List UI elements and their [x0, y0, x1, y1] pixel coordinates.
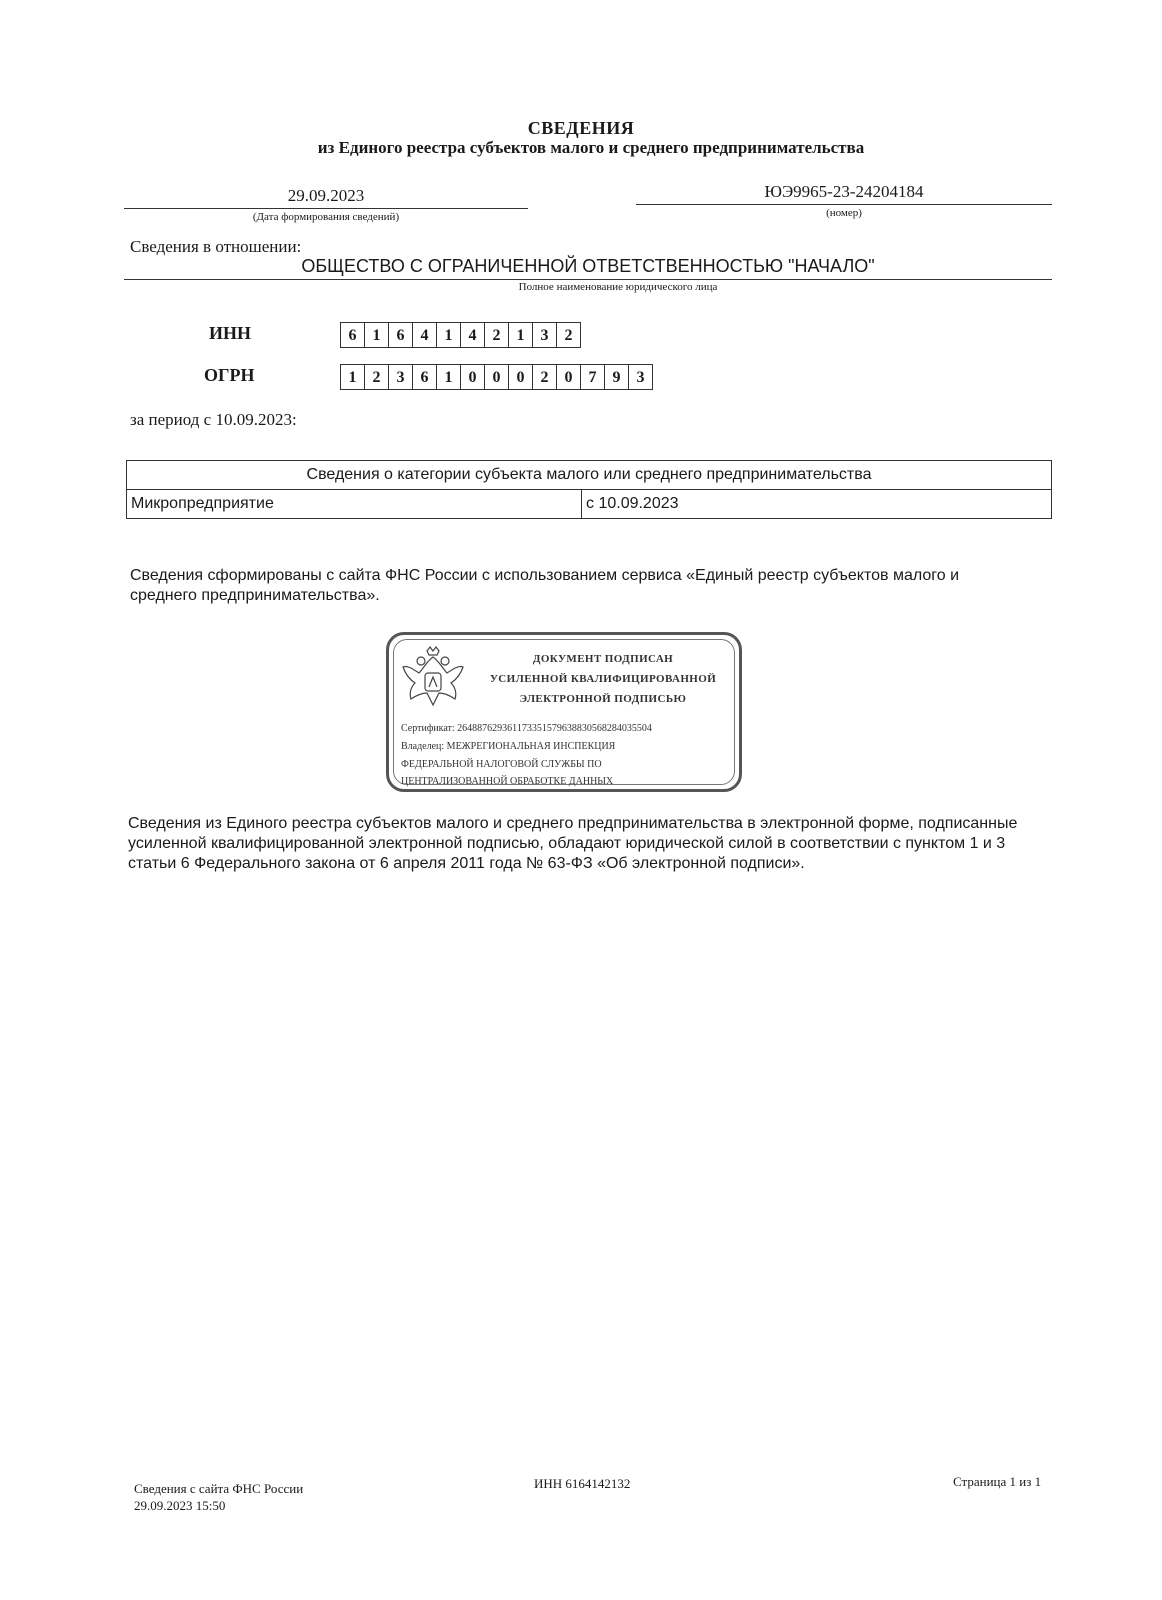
digit-box: 0 — [484, 364, 509, 390]
stamp-line-3: ЭЛЕКТРОННОЙ ПОДПИСЬЮ — [519, 693, 687, 705]
date-block — [124, 186, 528, 223]
inn-label: ИНН — [209, 323, 252, 343]
number-caption: (номер) — [826, 207, 862, 219]
footer-inn: ИНН 6164142132 — [534, 1476, 631, 1491]
footer-timestamp: 29.09.2023 15:50 — [134, 1498, 226, 1513]
relation-label: Сведения в отношении: — [130, 237, 302, 256]
digit-box: 1 — [340, 364, 365, 390]
ogrn-digit-boxes — [341, 364, 653, 390]
document-title: СВЕДЕНИЯ — [527, 118, 635, 138]
signature-stamp — [386, 632, 742, 792]
digit-box: 0 — [508, 364, 533, 390]
source-note: Сведения сформированы с сайта ФНС России с использованием сервиса «Единый реестр субъектов малого и среднего предпринимательства». — [130, 567, 960, 604]
organization-block — [124, 256, 1052, 293]
category-value: Микропредприятие — [127, 490, 582, 519]
digit-box: 2 — [556, 322, 581, 348]
digit-box: 1 — [436, 364, 461, 390]
legal-note: Сведения из Единого реестра субъектов малого и среднего предпринимательства в электронной форме, подписанные усиленной квалифицированной электронной подписью, обладают юридической силой в соответствии с пунктом 1 и 3 статьи 6 Федерального закона от 6 апреля 2011 года № 63-ФЗ «Об электронной подписи». — [128, 815, 1018, 872]
ogrn-label: ОГРН — [204, 365, 255, 385]
digit-box: 2 — [364, 364, 389, 390]
digit-box: 1 — [508, 322, 533, 348]
digit-box: 2 — [532, 364, 557, 390]
organization-name: ОБЩЕСТВО С ОГРАНИЧЕННОЙ ОТВЕТСТВЕННОСТЬЮ "НАЧАЛО" — [124, 256, 1052, 280]
digit-box: 6 — [388, 322, 413, 348]
digit-box: 7 — [580, 364, 605, 390]
digit-box: 4 — [412, 322, 437, 348]
document-number: ЮЭ9965-23-24204184 — [636, 182, 1052, 205]
digit-box: 3 — [628, 364, 653, 390]
table-row — [127, 490, 1052, 519]
digit-box: 1 — [364, 322, 389, 348]
inn-digit-boxes — [341, 322, 581, 348]
period-label: за период с 10.09.2023: — [130, 410, 297, 429]
footer-page-number: Страница 1 из 1 — [953, 1474, 1042, 1489]
digit-box: 0 — [556, 364, 581, 390]
digit-box: 6 — [412, 364, 437, 390]
digit-box: 9 — [604, 364, 629, 390]
footer-source — [134, 1480, 303, 1514]
digit-box: 3 — [388, 364, 413, 390]
stamp-owner-line-3: ЦЕНТРАЛИЗОВАННОЙ ОБРАБОТКЕ ДАННЫХ — [401, 776, 614, 787]
stamp-owner-line-1: Владелец: МЕЖРЕГИОНАЛЬНАЯ ИНСПЕКЦИЯ — [401, 741, 616, 752]
category-table-header-row — [127, 461, 1052, 490]
category-since: с 10.09.2023 — [582, 490, 1052, 519]
digit-box: 6 — [340, 322, 365, 348]
organization-name-caption: Полное наименование юридического лица — [518, 281, 718, 293]
stamp-line-2: УСИЛЕННОЙ КВАЛИФИЦИРОВАННОЙ — [489, 673, 717, 685]
date-caption: (Дата формирования сведений) — [252, 211, 400, 223]
document-subtitle: из Единого реестра субъектов малого и среднего предпринимательства — [317, 138, 865, 157]
date-value: 29.09.2023 — [124, 186, 528, 209]
category-table-header: Сведения о категории субъекта малого или среднего предпринимательства — [127, 461, 1052, 490]
digit-box: 2 — [484, 322, 509, 348]
footer-source-text: Сведения с сайта ФНС России — [134, 1481, 304, 1496]
digit-box: 3 — [532, 322, 557, 348]
stamp-owner-line-2: ФЕДЕРАЛЬНОЙ НАЛОГОВОЙ СЛУЖБЫ ПО — [401, 759, 602, 770]
category-table — [126, 460, 1052, 519]
stamp-certificate: Сертификат: 264887629361173351579638830568284035504 — [401, 723, 652, 734]
digit-box: 1 — [436, 322, 461, 348]
stamp-line-1: ДОКУМЕНТ ПОДПИСАН — [532, 653, 674, 665]
digit-box: 4 — [460, 322, 485, 348]
number-block — [636, 182, 1052, 219]
digit-box: 0 — [460, 364, 485, 390]
russian-coat-of-arms-icon — [397, 643, 469, 715]
